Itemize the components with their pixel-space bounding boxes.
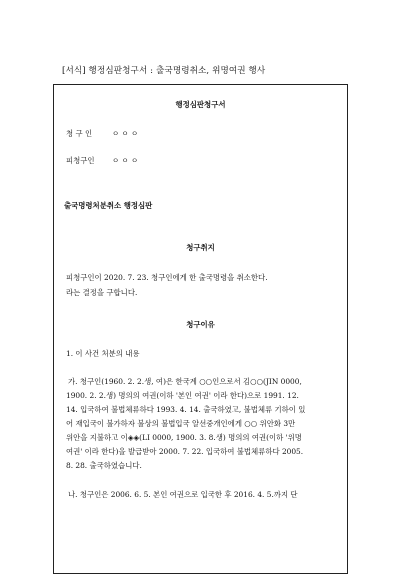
paragraph-line: 가. 청구인(1960. 2. 2.생, 여)은 한국계 ○○인으로서 김○○(JIN 0000,: [68, 377, 302, 386]
document-header: [서식] 행정심판청구서 : 출국명령취소, 위명여권 행사: [62, 66, 266, 76]
purpose-line: 라는 결정을 구합니다.: [66, 288, 138, 297]
purpose-heading: 청구취지: [186, 243, 215, 252]
case-title: 출국명령처분취소 행정심판: [64, 201, 153, 210]
paragraph-line: 나. 청구인은 2006. 6. 5. 본인 여권으로 입국한 후 2016. 4. 5.까지 단: [68, 490, 298, 499]
form-title: 행정심판청구서: [175, 100, 226, 109]
paragraph-line: 여권' 이라 한다)을 발급받아 2000. 7. 22. 입국하여 불법체류하다 2005.: [66, 447, 304, 456]
claimant-label: 청 구 인: [66, 129, 93, 138]
purpose-line: 피청구인이 2020. 7. 23. 청구인에게 한 출국명령을 취소한다.: [66, 273, 268, 282]
form-box: [53, 84, 348, 574]
reasons-heading: 청구이유: [186, 320, 215, 329]
paragraph-line: 위안을 지불하고 이◈◈(LI 0000, 1900. 3. 8.생) 명의의 여권(이하 '위명: [66, 433, 302, 442]
paragraph-line: 14. 입국하여 불법체류하다 1993. 4. 14. 출국하였고, 불법체류 기하이 있: [66, 405, 306, 414]
paragraph-line: 8. 28. 출국하였습니다.: [66, 461, 142, 470]
respondent-value: ㅇ ㅇ ㅇ: [112, 156, 139, 165]
section-heading: 1. 이 사건 처분의 내용: [66, 349, 140, 358]
respondent-label: 피청구인: [66, 156, 95, 165]
claimant-value: ㅇ ㅇ ㅇ: [112, 129, 139, 138]
paragraph-line: 어 재입국이 불가하자 불상의 불법입국 알선중개인에게 ○○ 위안화 3만: [66, 419, 296, 428]
paragraph-line: 1900. 2. 2.생) 명의의 여권(이하 '본인 여권' 이라 한다)으로 1991. 12.: [66, 391, 299, 400]
